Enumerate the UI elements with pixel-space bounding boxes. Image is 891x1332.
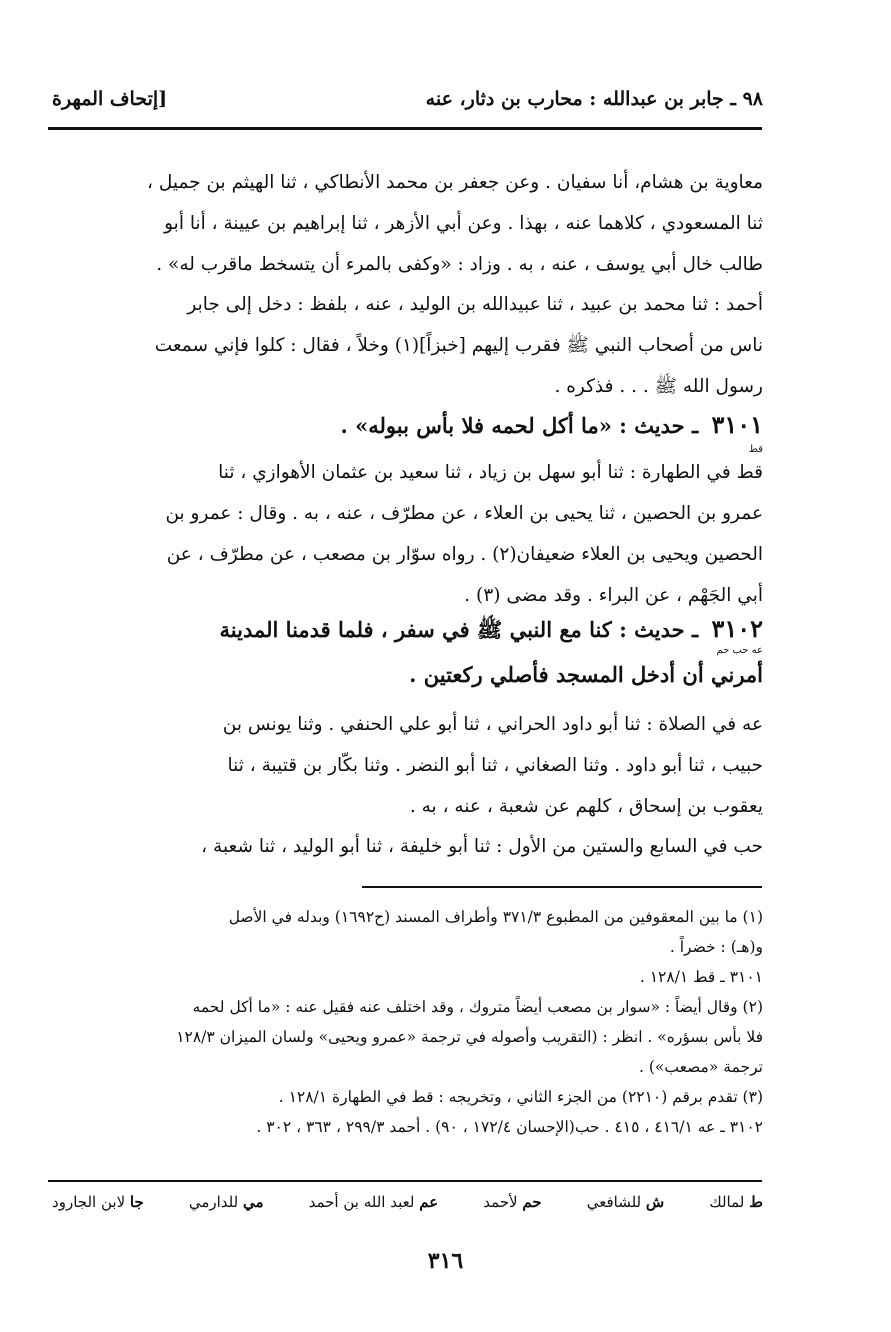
abbreviation-item: ط لمالك xyxy=(709,1193,763,1211)
text-line: طالب خال أبي يوسف ، عنه ، به . وزاد : «وكفى بالمرء أن يتسخط ماقرب له» . xyxy=(156,254,763,275)
abbreviation-item: جا لابن الجارود xyxy=(52,1193,144,1211)
text-line: عه في الصلاة : ثنا أبو داود الحراني ، ثنا أبو علي الحنفي . وثنا يونس بن xyxy=(222,714,763,735)
footnote-line: (٣) تقدم برقم (٢٢١٠) من الجزء الثاني ، وتخريجه : قط في الطهارة ١٢٨/١ . xyxy=(278,1088,763,1106)
footnote-rule xyxy=(362,886,762,888)
footnote-line: و(هـ) : خضراً . xyxy=(669,938,763,956)
hadith-number: ٣١٠١ xyxy=(711,410,763,439)
text-line: الحصين ويحيى بن العلاء ضعيفان(٢) . رواه سوّار بن مصعب ، عن مطرّف ، عن xyxy=(166,544,763,565)
text-line: حب في السابع والستين من الأول : ثنا أبو خليفة ، ثنا أبو الوليد ، ثنا شعبة ، xyxy=(201,836,763,857)
source-codes-label: عه حب حم xyxy=(716,645,763,656)
hadith-number: ٣١٠٢ xyxy=(711,614,763,643)
text-line: معاوية بن هشام، أنا سفيان . وعن جعفر بن محمد الأنطاكي ، ثنا الهيثم بن جميل ، xyxy=(147,172,763,193)
footnote-line: ٣١٠٢ ـ عه ٤١٦/١ ، ٤١٥ . حب(الإحسان ١٧٢/٤ ، ٩٠) . أحمد ٢٩٩/٣ ، ٣٦٣ ، ٣٠٢ . xyxy=(256,1118,763,1136)
text-line: رسول الله ﷺ . . . فذكره . xyxy=(554,376,763,397)
text-line: قط في الطهارة : ثنا أبو سهل بن زياد ، ثنا سعيد بن عثمان الأهوازي ، ثنا xyxy=(218,462,763,483)
text-line: حبيب ، ثنا أبو داود . وثنا الصغاني ، ثنا أبو النضر . وثنا بكّار بن قتيبة ، ثنا xyxy=(227,755,763,776)
abbreviation-item: عم لعبد الله بن أحمد xyxy=(308,1193,439,1211)
text-line: ثنا المسعودي ، كلاهما عنه ، بهذا . وعن أبي الأزهر ، ثنا إبراهيم بن عيينة ، أنا أبو xyxy=(164,213,763,234)
hadith-title-continuation: أمرني أن أدخل المسجد فأصلي ركعتين . xyxy=(409,662,763,687)
footnote-line: ٣١٠١ ـ قط ١٢٨/١ . xyxy=(639,968,763,986)
abbreviation-item: ش للشافعي xyxy=(586,1193,665,1211)
abbreviations-bar xyxy=(52,1193,763,1223)
paragraph xyxy=(52,162,763,285)
footnote-line: ترجمة «مصعب») . xyxy=(639,1058,763,1076)
header-rule xyxy=(48,127,762,130)
source-code-label: قط xyxy=(748,444,763,455)
abbreviation-item: مي للدارمي xyxy=(188,1193,264,1211)
footnote-line: فلا بأس بسؤره» . انظر : (التقريب وأصوله في ترجمة «عمرو ويحيى» ولسان الميزان ١٢٨/٣ xyxy=(176,1028,763,1046)
footnote-line: (١) ما بين المعقوفين من المطبوع ٣٧١/٣ وأطراف المسند (ح١٦٩٢) وبدله في الأصل xyxy=(228,908,763,926)
paragraph xyxy=(52,284,763,407)
text-line: أحمد : ثنا محمد بن عبيد ، ثنا عبيدالله بن الوليد ، عنه ، بلفظ : دخل إلى جابر xyxy=(187,294,763,315)
hadith-title: ـ حديث : «ما أكل لحمه فلا بأس ببوله» . xyxy=(340,413,699,438)
hadith-title: ـ حديث : كنا مع النبي ﷺ في سفر ، فلما قدمنا المدينة xyxy=(219,617,699,642)
footnotes xyxy=(52,902,763,1142)
paragraph xyxy=(52,452,763,616)
footnote-line: (٢) وقال أيضاً : «سوار بن مصعب أيضاً متروك ، وقد اختلف عنه فقيل عنه : «ما أكل لحمه xyxy=(192,998,763,1016)
text-line: يعقوب بن إسحاق ، كلهم عن شعبة ، عنه ، به . xyxy=(409,796,763,817)
text-line: عمرو بن الحصين ، ثنا يحيى بن العلاء ، عن مطرّف ، عنه ، به . وقال : عمرو بن xyxy=(165,503,763,524)
text-line: أبي الجَهْم ، عن البراء . وقد مضى (٣) . xyxy=(464,585,763,606)
abbreviation-item: حم لأحمد xyxy=(483,1193,542,1211)
text-line: ناس من أصحاب النبي ﷺ فقرب إليهم [خبزاً](١) وخلاً ، فقال : كلوا فإني سمعت xyxy=(154,335,763,356)
running-header-chapter: ٩٨ ـ جابر بن عبدالله : محارب بن دثار، عنه xyxy=(425,88,763,110)
abbreviations-rule xyxy=(48,1180,762,1182)
hadith-heading-3102 xyxy=(52,614,763,648)
page-number: ٣١٦ xyxy=(427,1248,464,1274)
paragraph xyxy=(52,704,763,827)
hadith-heading-3101 xyxy=(52,410,763,439)
paragraph xyxy=(52,826,763,867)
running-header-book: [إتحاف المهرة xyxy=(52,88,168,110)
